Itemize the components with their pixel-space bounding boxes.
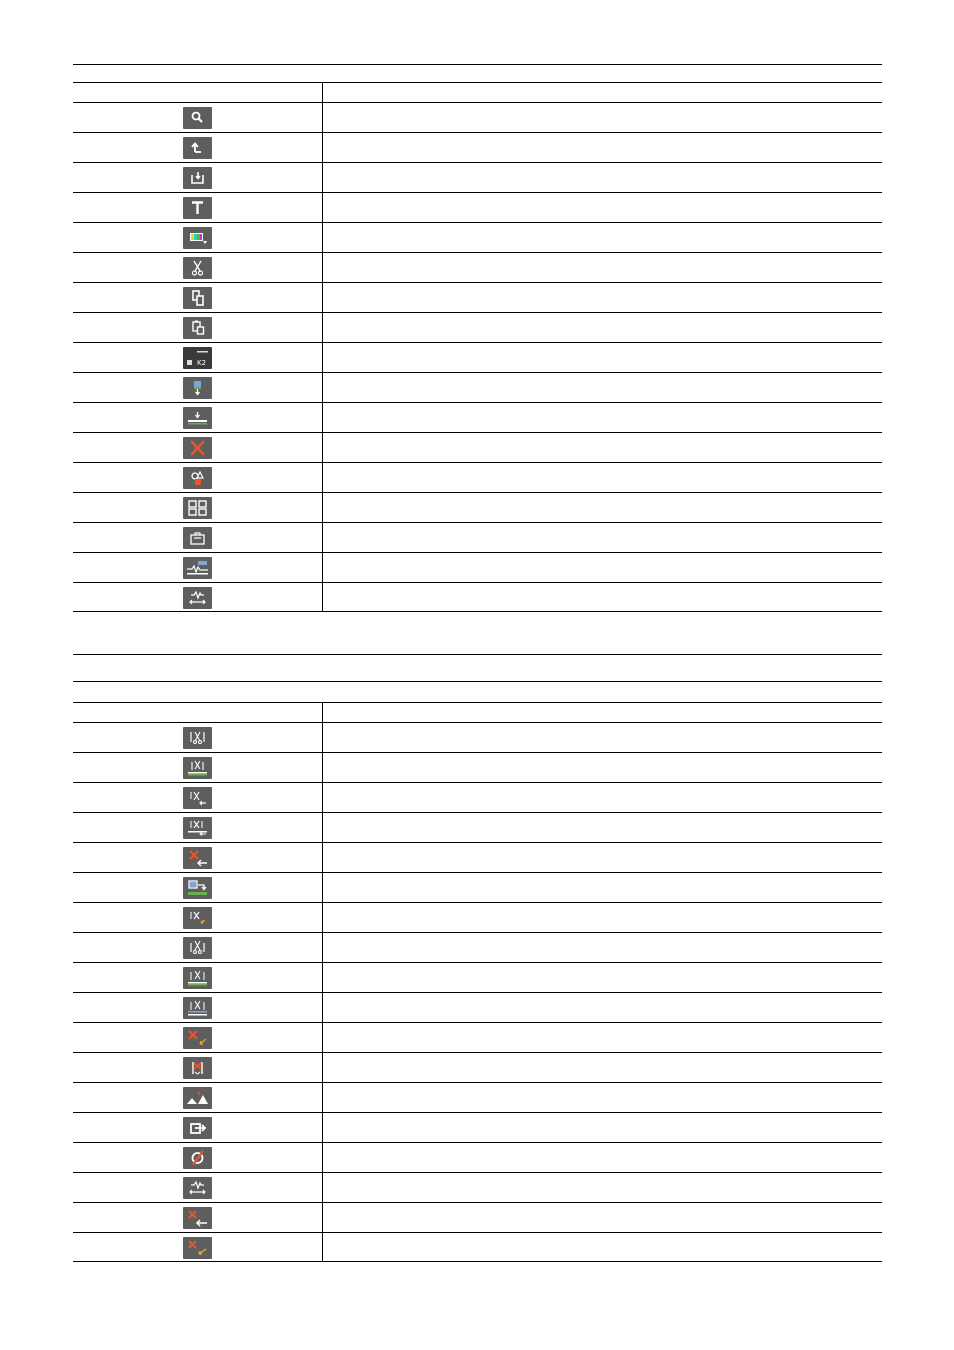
table-row bbox=[73, 902, 882, 932]
table-row bbox=[73, 192, 882, 222]
audio-waveform-icon bbox=[183, 557, 212, 579]
table-row bbox=[73, 162, 882, 192]
column-divider bbox=[322, 493, 323, 522]
table-row bbox=[73, 102, 882, 132]
cut-clip-line-icon bbox=[183, 757, 212, 779]
table-header bbox=[73, 681, 882, 702]
column-divider bbox=[322, 553, 323, 582]
column-divider bbox=[322, 873, 323, 902]
table-row bbox=[73, 522, 882, 552]
table-row bbox=[73, 552, 882, 582]
table-row bbox=[73, 1082, 882, 1112]
column-divider bbox=[322, 933, 323, 962]
layout-grid-icon bbox=[183, 497, 212, 519]
scissors-split-line-icon bbox=[183, 967, 212, 989]
column-divider bbox=[322, 1173, 323, 1202]
cut-scissors-icon bbox=[183, 257, 212, 279]
table-row bbox=[73, 1052, 882, 1082]
disable-slash-icon bbox=[183, 1147, 212, 1169]
column-divider bbox=[322, 83, 323, 102]
scissors-split-lines-icon bbox=[183, 997, 212, 1019]
table-row bbox=[73, 842, 882, 872]
import-bin-icon bbox=[183, 167, 212, 189]
column-divider bbox=[322, 223, 323, 252]
paste-icon bbox=[183, 317, 212, 339]
table-row bbox=[73, 872, 882, 902]
column-divider bbox=[322, 753, 323, 782]
column-divider bbox=[322, 1143, 323, 1172]
column-divider bbox=[322, 313, 323, 342]
k2-icon bbox=[183, 347, 212, 369]
delete-move-icon bbox=[183, 1027, 212, 1049]
up-level-icon bbox=[183, 137, 212, 159]
cut-clip-icon bbox=[183, 727, 212, 749]
color-bars-icon bbox=[183, 227, 212, 249]
table-row bbox=[73, 722, 882, 752]
table-row bbox=[73, 932, 882, 962]
icon-table-2 bbox=[73, 681, 882, 1262]
svg-text:K2: K2 bbox=[197, 359, 207, 367]
column-divider bbox=[322, 193, 323, 222]
table-row bbox=[73, 222, 882, 252]
replace-clip-icon bbox=[183, 877, 212, 899]
column-divider bbox=[322, 963, 323, 992]
scissors-line-arrow-icon bbox=[183, 817, 212, 839]
column-divider bbox=[322, 253, 323, 282]
add-to-timeline-icon bbox=[183, 377, 212, 399]
delete-ripple-left-icon bbox=[183, 1207, 212, 1229]
column-divider bbox=[322, 1083, 323, 1112]
effects-icon bbox=[183, 467, 212, 489]
column-divider bbox=[322, 783, 323, 812]
column-divider bbox=[322, 1233, 323, 1261]
column-divider bbox=[322, 103, 323, 132]
column-divider bbox=[322, 283, 323, 312]
audio-level-arrows-icon bbox=[183, 1177, 212, 1199]
scissors-split-icon bbox=[183, 937, 212, 959]
table-row bbox=[73, 1202, 882, 1232]
table-row bbox=[73, 492, 882, 522]
column-divider bbox=[322, 993, 323, 1022]
bin-box-icon bbox=[183, 527, 212, 549]
column-divider bbox=[322, 403, 323, 432]
scissors-ripple-icon bbox=[183, 787, 212, 809]
table-row bbox=[73, 1232, 882, 1262]
section-rule bbox=[73, 654, 882, 655]
table-row bbox=[73, 582, 882, 612]
table-row bbox=[73, 372, 882, 402]
table-row bbox=[73, 1142, 882, 1172]
insert-point-icon bbox=[183, 407, 212, 429]
column-divider bbox=[322, 813, 323, 842]
column-divider bbox=[322, 723, 323, 752]
column-divider bbox=[322, 433, 323, 462]
column-divider bbox=[322, 583, 323, 611]
column-divider bbox=[322, 373, 323, 402]
column-divider bbox=[322, 703, 323, 722]
table-row bbox=[73, 312, 882, 342]
column-divider bbox=[322, 133, 323, 162]
delete-ripple-icon bbox=[183, 847, 212, 869]
column-divider bbox=[322, 343, 323, 372]
table-row bbox=[73, 252, 882, 282]
icon-table-1 bbox=[73, 82, 882, 612]
table-row bbox=[73, 462, 882, 492]
column-divider bbox=[322, 523, 323, 552]
column-divider bbox=[322, 903, 323, 932]
column-divider bbox=[322, 463, 323, 492]
table-row bbox=[73, 1172, 882, 1202]
table-row bbox=[73, 962, 882, 992]
table-row bbox=[73, 342, 882, 372]
column-divider bbox=[322, 1053, 323, 1082]
search-icon bbox=[183, 107, 212, 129]
table-row bbox=[73, 1112, 882, 1142]
table-row bbox=[73, 402, 882, 432]
table-row bbox=[73, 282, 882, 312]
table-row bbox=[73, 812, 882, 842]
column-divider bbox=[322, 1203, 323, 1232]
top-rule bbox=[73, 64, 882, 65]
export-arrow-icon bbox=[183, 1117, 212, 1139]
table-row bbox=[73, 752, 882, 782]
title-text-icon bbox=[183, 197, 212, 219]
table-row bbox=[73, 782, 882, 812]
column-divider bbox=[322, 843, 323, 872]
column-divider bbox=[322, 1023, 323, 1052]
delete-icon bbox=[183, 437, 212, 459]
table-row bbox=[73, 1022, 882, 1052]
column-divider bbox=[322, 1113, 323, 1142]
copy-icon bbox=[183, 287, 212, 309]
marker-triangle-icon bbox=[183, 1087, 212, 1109]
trim-in-icon bbox=[183, 1057, 212, 1079]
column-divider bbox=[322, 163, 323, 192]
table-row bbox=[73, 992, 882, 1022]
table-row bbox=[73, 132, 882, 162]
table-header bbox=[73, 82, 882, 102]
delete-ripple-move-icon bbox=[183, 1237, 212, 1259]
table-row bbox=[73, 432, 882, 462]
audio-level-arrows-icon bbox=[183, 587, 212, 609]
scissors-arrow-icon bbox=[183, 907, 212, 929]
table-subheader bbox=[73, 702, 882, 722]
